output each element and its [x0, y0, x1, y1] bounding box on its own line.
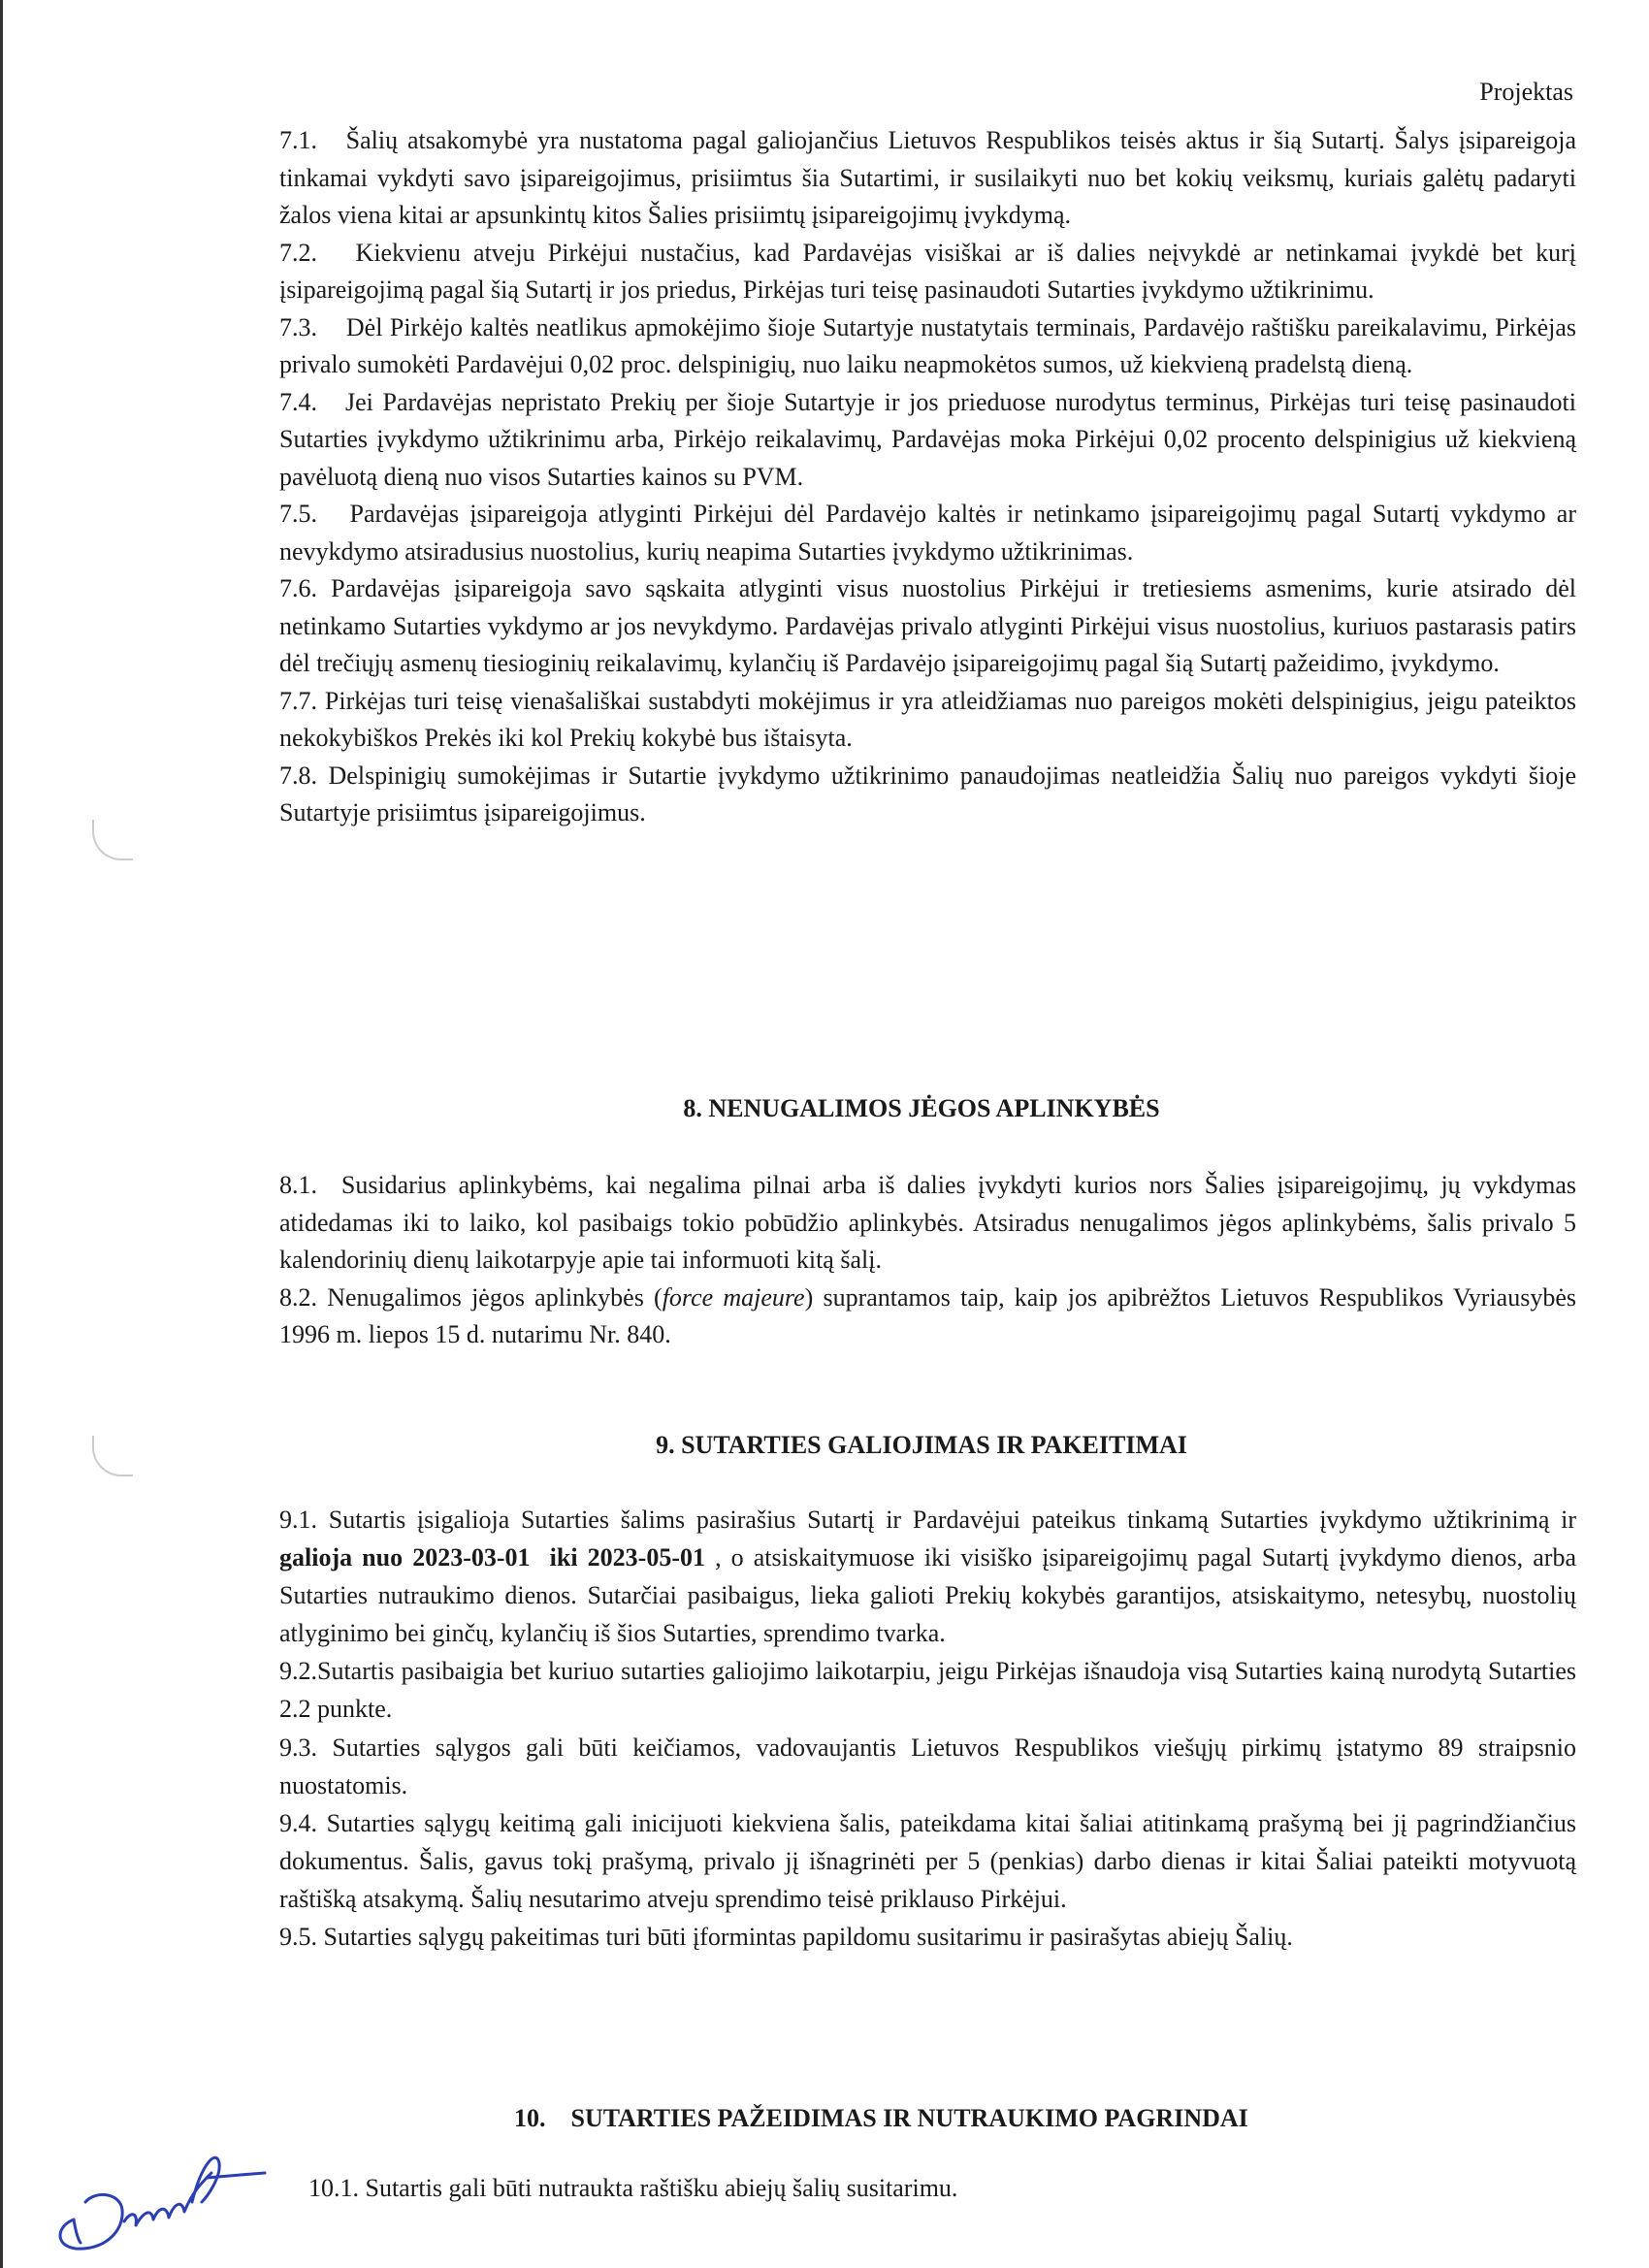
signature-image: [47, 2124, 279, 2260]
clause-7-3: 7.3. Dėl Pirkėjo kaltės neatlikus apmokėjimo šioje Sutartyje nustatytais terminais, Pardavėjo raštišku pareikalavimu, Pirkėjas privalo sumokėti Pardavėjui 0,02 proc. delspinigių, nuo laiku neapmokėtos sumos, už kiekvieną pradelstą dieną.: [279, 312, 1576, 378]
clause-7-1: 7.1. Šalių atsakomybė yra nustatoma pagal galiojančius Lietuvos Respublikos teisės aktus ir šią Sutartį. Šalys įsipareigoja tinkamai vykdyti savo įsipareigojimus, prisiimtus šia Sutartimi, ir susilaikyti nuo bet kokių veiksmų, kuriais galėtų padaryti žalos viena kitai ar apsunkintų kitos Šalies prisiimtų įsipareigojimų įvykdymą.: [279, 126, 1576, 229]
section-10-body: [308, 2170, 1569, 2208]
clause-9-4: 9.4. Sutarties sąlygų keitimą gali inicijuoti kiekviena šalis, pateikdama kitai šaliai atitinkamą prašymą bei jį pagrindžiančius dokumentus. Šalis, gavus tokį prašymą, privalo jį išnagrinėti per 5 (penkias) darbo dienas ir kitai Šaliai pateikti motyvuotą raštišką atsakymą. Šalių nesutarimo atveju sprendimo teisė priklauso Pirkėjui.: [279, 1808, 1576, 1913]
scan-edge: [0, 0, 3, 2268]
clause-9-1-text: 9.1. Sutartis įsigalioja Sutarties šalims pasirašius Sutartį ir Pardavėjui pateikus tinkamą Sutarties įvykdymo užtikrinimą ir: [279, 1506, 1576, 1534]
section-9-body: [279, 1501, 1576, 1956]
validity-period: galioja nuo 2023-03-01 iki 2023-05-01: [279, 1543, 705, 1572]
punch-hole-mark: [92, 820, 133, 860]
section-10-heading: 10. SUTARTIES PAŽEIDIMAS IR NUTRAUKIMO PAGRINDAI: [514, 2104, 1248, 2132]
clause-7-4: 7.4. Jei Pardavėjas nepristato Prekių per šioje Sutartyje ir jos prieduose nurodytus terminus, Pirkėjas turi teisę pasinaudoti Sutarties įvykdymo užtikrinimu arba, Pirkėjo reikalavimų, Pardavėjas moka Pirkėjui 0,02 procento delspinigius už kiekvieną pavėluotą dieną nuo visos Sutarties kainos su PVM.: [279, 387, 1576, 491]
clause-9-5: 9.5. Sutarties sąlygų pakeitimas turi būti įformintas papildomu susitarimu ir pasirašytas abiejų Šalių.: [279, 1923, 1293, 1952]
clause-9-1-text-end: , o atsiskaitymuose iki visiško įsipareigojimų pagal Sutartį įvykdymo dienos, arba Sutarties nutraukimo dienos. Sutarčiai pasibaigus, lieka galioti Prekių kokybės garantijos, atsiskaitymo, netesybų, nuostolių atlyginimo bei ginčų, kylančių iš šios Sutarties, sprendimo tvarka.: [279, 1543, 1576, 1648]
clause-7-8: 7.8. Delspinigių sumokėjimas ir Sutartie įvykdymo užtikrinimo panaudojimas neatleidžia Šalių nuo pareigos vykdyti šioje Sutartyje prisiimtus įsipareigojimus.: [279, 761, 1576, 826]
clause-7-2: 7.2. Kiekvienu atveju Pirkėjui nustačius, kad Pardavėjas visiškai ar iš dalies neįvykdė ar netinkamai įvykdė bet kurį įsipareigojimą pagal šią Sutartį ir jos priedus, Pirkėjas turi teisę pasinaudoti Sutarties įvykdymo užtikrinimu.: [279, 238, 1576, 304]
section-8-body: [279, 1167, 1576, 1354]
clause-9-1: [279, 1501, 1576, 1652]
section-8-heading: 8. NENUGALIMOS JĖGOS APLINKYBĖS: [683, 1094, 1160, 1122]
clause-8-2-text: 8.2. Nenugalimos jėgos aplinkybės (: [279, 1282, 663, 1312]
clause-9-2: 9.2.Sutartis pasibaigia bet kuriuo sutarties galiojimo laikotarpiu, jeigu Pirkėjas išnaudoja visą Sutarties kainą nurodytą Sutarties 2.2 punkte.: [279, 1657, 1576, 1724]
force-majeure-term: force majeure: [662, 1282, 805, 1312]
clause-8-2: [279, 1280, 1576, 1354]
clause-10-1: 10.1. Sutartis gali būti nutraukta raštišku abiejų šalių susitarimu.: [308, 2174, 958, 2202]
clause-7-6: 7.6. Pardavėjas įsipareigoja savo sąskaita atlyginti visus nuostolius Pirkėjui ir tretiesiems asmenims, kurie atsirado dėl netinkamo Sutarties vykdymo ar jos nevykdymo. Pardavėjas privalo atlyginti Pirkėjui visus nuostolius, kuriuos pastarasis patirs dėl trečiųjų asmenų tiesioginių reikalavimų, kylančių iš Pardavėjo įsipareigojimų pagal šią Sutartį pažeidimo, įvykdymo.: [279, 574, 1576, 677]
clause-7-5: 7.5. Pardavėjas įsipareigoja atlyginti Pirkėjui dėl Pardavėjo kaltės ir netinkamo įsipareigojimų pagal Sutartį vykdymo ar nevykdymo atsiradusius nuostolius, kurių neapima Sutarties įvykdymo užtikrinimas.: [279, 500, 1576, 566]
section-9-heading: 9. SUTARTIES GALIOJIMAS IR PAKEITIMAI: [656, 1431, 1187, 1459]
clause-8-1: 8.1. Susidarius aplinkybėms, kai negalima pilnai arba iš dalies įvykdyti kurios nors Šalies įsipareigojimų, jų vykdymas atidedamas iki to laiko, kol pasibaigs tokio pobūdžio aplinkybės. Atsiradus nenugalimos jėgos aplinkybėms, šalis privalo 5 kalendorinių dienų laikotarpyje apie tai informuoti kitą šalį.: [279, 1171, 1576, 1274]
section-7-body: [279, 122, 1576, 832]
clause-8-2-text-end: ) suprantamos taip, kaip jos apibrėžtos Lietuvos Respublikos Vyriausybės 1996 m. liepos 15 d. nutarimu Nr. 840.: [279, 1282, 1576, 1348]
clause-9-3: 9.3. Sutarties sąlygos gali būti keičiamos, vadovaujantis Lietuvos Respublikos viešųjų pirkimų įstatymo 89 straipsnio nuostatomis.: [279, 1733, 1576, 1799]
draft-label: Projektas: [1479, 78, 1573, 106]
clause-7-7: 7.7. Pirkėjas turi teisę vienašališkai sustabdyti mokėjimus ir yra atleidžiamas nuo pareigos mokėti delspinigius, jeigu pateiktos nekokybiškos Prekės iki kol Prekių kokybė bus ištaisyta.: [279, 686, 1576, 752]
